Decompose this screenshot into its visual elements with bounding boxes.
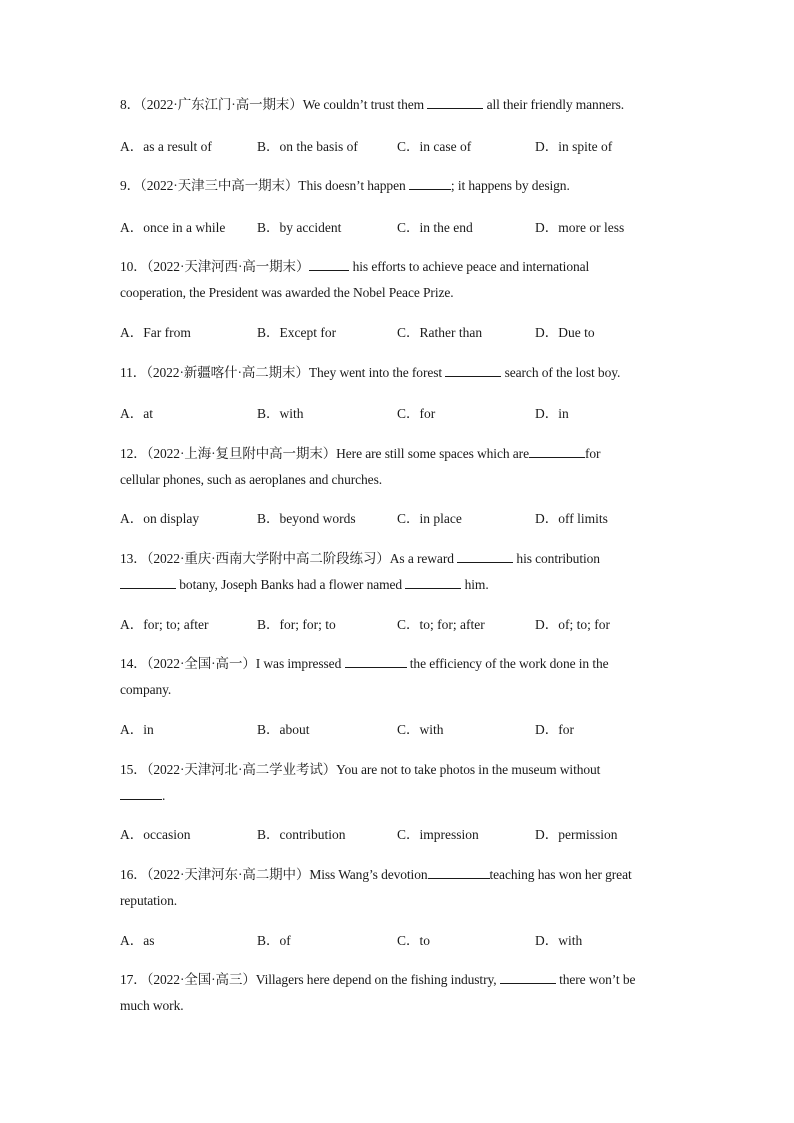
option-d[interactable]: D．off limits bbox=[535, 511, 608, 526]
option-b[interactable]: B．of bbox=[257, 933, 291, 948]
question-text: ; it happens by design. bbox=[450, 178, 570, 193]
question-text: cooperation, the President was awarded the Nobel Peace Prize. bbox=[120, 285, 454, 300]
question-text: reputation. bbox=[120, 893, 178, 908]
option-c[interactable]: C．impression bbox=[397, 827, 479, 842]
option-c[interactable]: C．in place bbox=[397, 511, 462, 526]
option-a[interactable]: A．as bbox=[120, 933, 155, 948]
question-text: 15．（2022·天津河北·高二学业考试）You are not to take photos in the museum without bbox=[120, 762, 601, 777]
answer-blank[interactable] bbox=[529, 443, 585, 458]
option-d[interactable]: D．for bbox=[535, 722, 574, 737]
option-a[interactable]: A．occasion bbox=[120, 827, 191, 842]
question-9 bbox=[120, 173, 680, 199]
option-a[interactable]: A．Far from bbox=[120, 325, 191, 340]
question-text: teaching has won her great bbox=[489, 867, 632, 882]
question-text: 17．（2022·全国·高三）Villagers here depend on the fishing industry, bbox=[120, 972, 500, 987]
option-b[interactable]: B．about bbox=[257, 722, 310, 737]
question-text: 12．（2022·上海·复旦附中高一期末）Here are still some spaces which are bbox=[120, 446, 529, 461]
options-10 bbox=[120, 323, 680, 343]
option-a[interactable]: A．in bbox=[120, 722, 154, 737]
option-d[interactable]: D．more or less bbox=[535, 220, 625, 235]
option-a[interactable]: A．once in a while bbox=[120, 220, 226, 235]
option-c[interactable]: C．in case of bbox=[397, 139, 472, 154]
question-text: botany, Joseph Banks had a flower named bbox=[176, 577, 406, 592]
option-b[interactable]: B．contribution bbox=[257, 827, 346, 842]
options-12 bbox=[120, 509, 680, 529]
answer-blank[interactable] bbox=[457, 548, 513, 563]
question-text: there won’t be bbox=[555, 972, 636, 987]
option-a[interactable]: A．for; to; after bbox=[120, 617, 209, 632]
option-c[interactable]: C．with bbox=[397, 722, 444, 737]
question-text: for bbox=[584, 446, 601, 461]
option-a[interactable]: A．on display bbox=[120, 511, 200, 526]
options-8 bbox=[120, 137, 680, 157]
option-b[interactable]: B．on the basis of bbox=[257, 139, 358, 154]
answer-blank[interactable] bbox=[120, 574, 176, 589]
question-text: the efficiency of the work done in the bbox=[406, 656, 609, 671]
question-16 bbox=[120, 862, 680, 914]
option-c[interactable]: C．in the end bbox=[397, 220, 473, 235]
answer-blank[interactable] bbox=[309, 256, 349, 271]
question-text: him. bbox=[461, 577, 489, 592]
question-text: 9．（2022·天津三中高一期末）This doesn’t happen bbox=[120, 178, 409, 193]
question-15 bbox=[120, 757, 680, 809]
answer-blank[interactable] bbox=[445, 362, 501, 377]
question-text: his contribution bbox=[513, 551, 600, 566]
options-9 bbox=[120, 218, 680, 238]
option-d[interactable]: D．permission bbox=[535, 827, 618, 842]
question-text: . bbox=[162, 788, 166, 803]
option-b[interactable]: B．Except for bbox=[257, 325, 337, 340]
question-text: search of the lost boy. bbox=[501, 365, 621, 380]
question-text: company. bbox=[120, 682, 172, 697]
option-b[interactable]: B．with bbox=[257, 406, 304, 421]
option-d[interactable]: D．of; to; for bbox=[535, 617, 610, 632]
question-text: 11．（2022·新疆喀什·高二期末）They went into the forest bbox=[120, 365, 446, 380]
options-15 bbox=[120, 825, 680, 845]
question-text: 10．（2022·天津河西·高一期末） bbox=[120, 259, 310, 274]
question-text: cellular phones, such as aeroplanes and churches. bbox=[120, 472, 382, 487]
option-d[interactable]: D．Due to bbox=[535, 325, 595, 340]
question-text: 14．（2022·全国·高一）I was impressed bbox=[120, 656, 345, 671]
answer-blank[interactable] bbox=[427, 94, 483, 109]
question-text: much work. bbox=[120, 998, 184, 1013]
option-b[interactable]: B．by accident bbox=[257, 220, 342, 235]
answer-blank[interactable] bbox=[405, 574, 461, 589]
option-c[interactable]: C．for bbox=[397, 406, 436, 421]
option-b[interactable]: B．beyond words bbox=[257, 511, 356, 526]
options-14 bbox=[120, 720, 680, 740]
option-d[interactable]: D．with bbox=[535, 933, 583, 948]
question-text: 13．（2022·重庆·西南大学附中高二阶段练习）As a reward bbox=[120, 551, 458, 566]
question-12 bbox=[120, 441, 680, 493]
option-d[interactable]: D．in bbox=[535, 406, 569, 421]
question-13 bbox=[120, 546, 680, 598]
option-c[interactable]: C．to bbox=[397, 933, 431, 948]
answer-blank[interactable] bbox=[120, 785, 162, 800]
question-text: 8．（2022·广东江门·高一期末）We couldn’t trust them bbox=[120, 97, 428, 112]
question-text: all their friendly manners. bbox=[483, 97, 625, 112]
options-16 bbox=[120, 931, 680, 951]
options-13 bbox=[120, 615, 680, 635]
question-11 bbox=[120, 360, 680, 386]
question-text: his efforts to achieve peace and international bbox=[349, 259, 590, 274]
options-11 bbox=[120, 404, 680, 424]
option-c[interactable]: C．to; for; after bbox=[397, 617, 485, 632]
option-a[interactable]: A．at bbox=[120, 406, 153, 421]
question-17 bbox=[120, 967, 680, 1019]
question-10 bbox=[120, 254, 680, 306]
question-text: 16．（2022·天津河东·高二期中）Miss Wang’s devotion bbox=[120, 867, 428, 882]
option-a[interactable]: A．as a result of bbox=[120, 139, 212, 154]
answer-blank[interactable] bbox=[409, 175, 451, 190]
question-14 bbox=[120, 651, 680, 703]
question-8 bbox=[120, 92, 680, 118]
option-d[interactable]: D．in spite of bbox=[535, 139, 613, 154]
option-c[interactable]: C．Rather than bbox=[397, 325, 483, 340]
answer-blank[interactable] bbox=[428, 864, 490, 879]
answer-blank[interactable] bbox=[345, 653, 407, 668]
option-b[interactable]: B．for; for; to bbox=[257, 617, 336, 632]
answer-blank[interactable] bbox=[500, 969, 556, 984]
